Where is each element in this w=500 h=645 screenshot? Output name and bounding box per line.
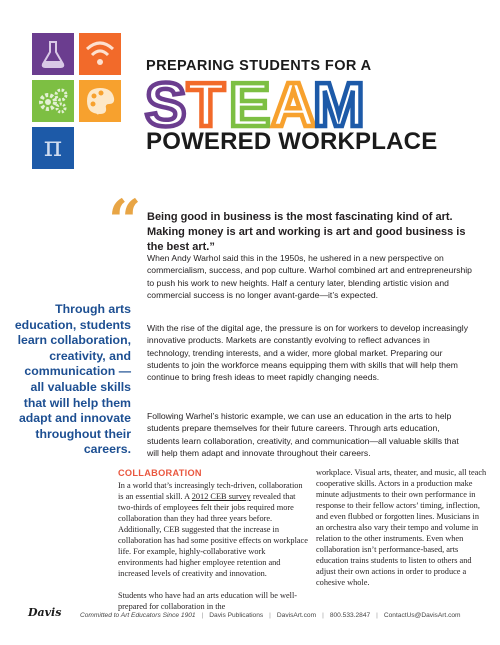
collaboration-column-1: In a world that’s increasingly tech-driven, collaboration is an essential skill. A 2012 CEB survey revealed that two-thirds of employees felt their jobs required more collaboration than they had three years before. Additionally, CEB suggested that the increase in collaboration has had some positive effects on workplace life. For example, highly-collaborative work environments had higher employee retention and increased levels of creativity and innovation. Students who have had an arts education will be well-prepared for collaboration in the (118, 481, 308, 611)
footer-website-link[interactable]: DavisArt.com (276, 612, 317, 619)
footer-publisher: Davis Publications (209, 612, 264, 619)
footer-tagline: Committed to Art Educators Since 1901 (80, 612, 196, 619)
flask-icon (32, 33, 74, 75)
title-line-1: PREPARING STUDENTS FOR A (146, 58, 372, 74)
ceb-survey-link[interactable]: 2012 CEB survey (191, 492, 251, 501)
footer-phone: 800.533.2847 (329, 612, 371, 619)
paragraph-2: With the rise of the digital age, the pressure is on for workers to develop increasingly innovative products. Markets are constantly evolving to reflect advances in technology, trending interests, and a wider, more global market. Preparing our students to join the workforce means equipping them with skills that will help them continue to bring fresh ideas to meet rapidly changing needs. (147, 323, 468, 383)
arts-tile (79, 80, 121, 122)
steam-letter-a: A (271, 71, 316, 140)
warhol-quote: Being good in business is the most fascinating kind of art. Making money is art and working is art and good business is the best art.” (147, 211, 466, 253)
science-tile (32, 33, 74, 75)
davis-logo: Davis (28, 606, 62, 619)
steam-letter-t: T (187, 71, 225, 140)
palette-icon (79, 80, 121, 122)
collaboration-heading: COLLABORATION (118, 468, 202, 478)
steam-letter-e: E (229, 71, 271, 140)
steam-letter-s: S (145, 71, 187, 140)
collaboration-column-2: workplace. Visual arts, theater, and music, all teach cooperative skills. Actors in a production make minute adjustments to their own performance in response to their fellow actors’ timing, inflection, and even flubbed or forgotten lines. Musicians in an orchestra also vary their tempo and volume in relation to the other instruments. Even when collaboration isn’t performance-based, arts education trains students to listen to others and adjust their own actions in order to produce a cohesive whole. (316, 468, 487, 587)
footer-email-link[interactable]: ContactUs@DavisArt.com (383, 612, 461, 619)
quote-mark: “ (108, 187, 142, 255)
engineering-tile (32, 80, 74, 122)
paragraph-3: Following Warhel’s historic example, we can use an education in the arts to help students prepare themselves for their future careers. Through arts education, students learn collaboration, creativity, and communication—all valuable skills that will help them adapt and innovate throughout their careers. (147, 411, 459, 458)
technology-tile (79, 33, 121, 75)
title-line-2: POWERED WORKPLACE (146, 128, 438, 155)
steam-letter-m: M (313, 71, 365, 140)
steam-title (143, 71, 365, 140)
math-tile (32, 127, 74, 169)
footer: Committed to Art Educators Since 1901 | Davis Publications | DavisArt.com | 800.533.2847 | ContactUs@DavisArt.com (80, 612, 461, 619)
wifi-icon (79, 33, 121, 75)
paragraph-1: When Andy Warhol said this in the 1950s, he ushered in a new perspective on commercialism, success, and pop culture. Warhol combined art and entrepreneurship to push his work to new heights. Half a century later, blending artistic vision and commercial success is no longer avant-garde—it’s expected. (147, 253, 472, 300)
pull-quote: Through arts education, students learn collaboration, creativity, and communication —all valuable skills that will help them adapt and innovate throughout their careers. (14, 302, 131, 457)
gears-icon (32, 80, 74, 122)
pi-symbol: π (43, 130, 63, 163)
